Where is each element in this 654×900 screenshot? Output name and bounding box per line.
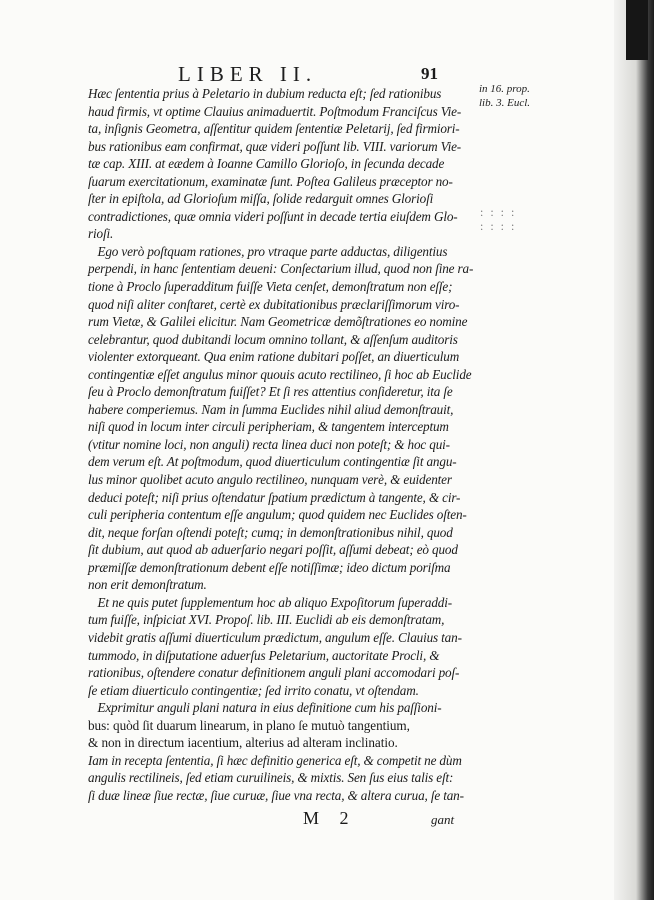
- text-line: Iam in recepta ſententia, ſi hæc definitio generica eſt, & competit ne dùm: [88, 752, 462, 768]
- text-line: (vtitur nomine loci, non anguli) recta linea duci non poteſt; & hoc qui-: [88, 436, 450, 452]
- text-line: ſeu à Proclo demonſtratum fuiſſet? Et ſi res attentius conſideretur, ita ſe: [88, 384, 453, 400]
- text-line: bus: quòd ſit duarum linearum, in plano ſe mutuò tangentium,: [88, 717, 410, 733]
- text-line: habere comperiemus. Nam in ſumma Euclides nihil aliud demonſtrauit,: [88, 401, 454, 417]
- signature-mark: M 2: [303, 808, 357, 828]
- text-line: rum Vietæ, & Galilei elicitur. Nam Geometricæ demõſtrationes eo nomine: [88, 314, 468, 330]
- text-line: ſter in epiſtola, ad Glorioſum miſſa, ſolide redarguit omnes Glorioſi: [88, 191, 434, 207]
- text-line: niſi quod in locum inter circuli peripheriam, & tangentem interceptum: [88, 419, 449, 435]
- text-line: contingentiæ eſſet angulus minor quouis acuto rectilineo, ſi hoc ab Euclide: [88, 366, 472, 382]
- text-line: contradictiones, quæ omnia videri poſſunt in decade tertia eiuſdem Glo-: [88, 208, 458, 224]
- text-line: Et ne quis putet ſupplementum hoc ab aliquo Expoſitorum ſuperaddi-: [88, 594, 452, 610]
- text-line: rioſi.: [88, 226, 114, 242]
- text-line: quod niſi aliter conſtaret, certè ex dubitationibus præclariſſimorum viro-: [88, 296, 460, 312]
- text-line: culi peripheria contentum eſſe angulum; quod quidem nec Euclides oſten-: [88, 507, 467, 523]
- text-line: deduci poteſt; niſi prius oſtendatur ſpatium prædictum à tangente, & cir-: [88, 489, 461, 505]
- margin-note-line-1: in 16. prop.: [479, 83, 530, 95]
- text-line: ſit dubium, aut quod ab aduerſario negari poſſit, aſſumi debeat; eò quod: [88, 542, 458, 558]
- text-line: tione à Proclo ſuperadditum fuiſſe Vieta cenſet, demonſtratum non eſſe;: [88, 279, 453, 295]
- text-line: haud firmis, vt optime Clauius animaduertit. Poſtmodum Franciſcus Vie-: [88, 103, 462, 119]
- text-line: ſe etiam diuerticulo contingentiæ; ſed irrito conatu, vt oſtendam.: [88, 682, 419, 698]
- text-line: ſi duæ lineæ ſiue rectæ, ſiue curuæ, ſiue vna recta, & altera curua, ſe tan-: [88, 787, 464, 803]
- catchword: gant: [431, 812, 455, 827]
- body-text: [88, 85, 473, 804]
- text-line: & non in directum iacentium, alterius ad alteram inclinatio.: [88, 735, 398, 751]
- page-number: 91: [421, 64, 438, 83]
- text-line: præmiſſæ demonſtrationum debent eſſe notiſſimæ; ideo dictum poriſma: [88, 559, 451, 575]
- text-line: tum fuiſſe, inſpiciat XVI. Propoſ. lib. III. Euclidi ab eis demonſtratam,: [88, 612, 445, 628]
- text-line: lus minor quolibet acuto angulo rectilineo, nunquam verè, & euidenter: [88, 472, 452, 488]
- binding-mark: [626, 0, 648, 60]
- text-line: Exprimitur anguli plani natura in eius definitione cum his paſſioni-: [88, 700, 442, 716]
- text-line: videbit gratis aſſumi diuerticulum prædictum, angulum eſſe. Clauius tan-: [88, 629, 462, 645]
- text-line: angulis rectilineis, ſed etiam curuilineis, & mixtis. Sen ſus eius talis eſt:: [88, 770, 454, 786]
- text-line: Hæc ſententia prius à Peletario in dubium reducta eſt; ſed rationibus: [88, 86, 442, 101]
- margin-dots: : : : : : : : :: [480, 205, 517, 233]
- text-line: tæ cap. XIII. at eædem à Ioanne Camillo Glorioſo, in ſecunda decade: [88, 156, 445, 172]
- text-line: dit, neque forſan oſtendi poteſt; cumq; in demonſtrationibus nihil, quod: [88, 524, 453, 540]
- text-line: celebrantur, quod dubitandi locum omnino tollant, & aſſenſum auditoris: [88, 331, 458, 347]
- text-line: Ego verò poſtquam rationes, pro vtraque parte adductas, diligentius: [88, 243, 448, 259]
- text-line: ta, inſignis Geometra, aſſentitur quidem ſententiæ Peletarij, ſed firmiori-: [88, 121, 460, 137]
- margin-note-line-2: lib. 3. Eucl.: [479, 97, 531, 109]
- text-line: perpendi, in hanc ſententiam deueni: Conſectarium illud, quod non ſine ra-: [88, 261, 474, 277]
- page-edge-shadow: [614, 0, 654, 900]
- text-line: rationibus, oſtendere conatur definitionem anguli plani accomodari poſ-: [88, 665, 460, 681]
- text-line: tummodo, in diſputatione aduerſus Peletarium, auctoritate Procli, &: [88, 647, 440, 663]
- text-line: non erit demonſtratum.: [88, 577, 207, 593]
- margin-note: [479, 82, 541, 110]
- text-line: violenter extorqueant. Qua enim ratione dubitari poſſet, an diuerticulum: [88, 349, 460, 365]
- text-line: bus rationibus eam confirmat, quæ videri poſſunt lib. VIII. variorum Vie-: [88, 138, 462, 154]
- text-line: dem verum eſt. At poſtmodum, quod diuerticulum contingentiæ ſit angu-: [88, 454, 457, 470]
- running-head-title: LIBER II.: [178, 62, 318, 86]
- text-line: ſuarum exercitationum, examinatæ ſunt. Poſtea Galileus præceptor no-: [88, 173, 453, 189]
